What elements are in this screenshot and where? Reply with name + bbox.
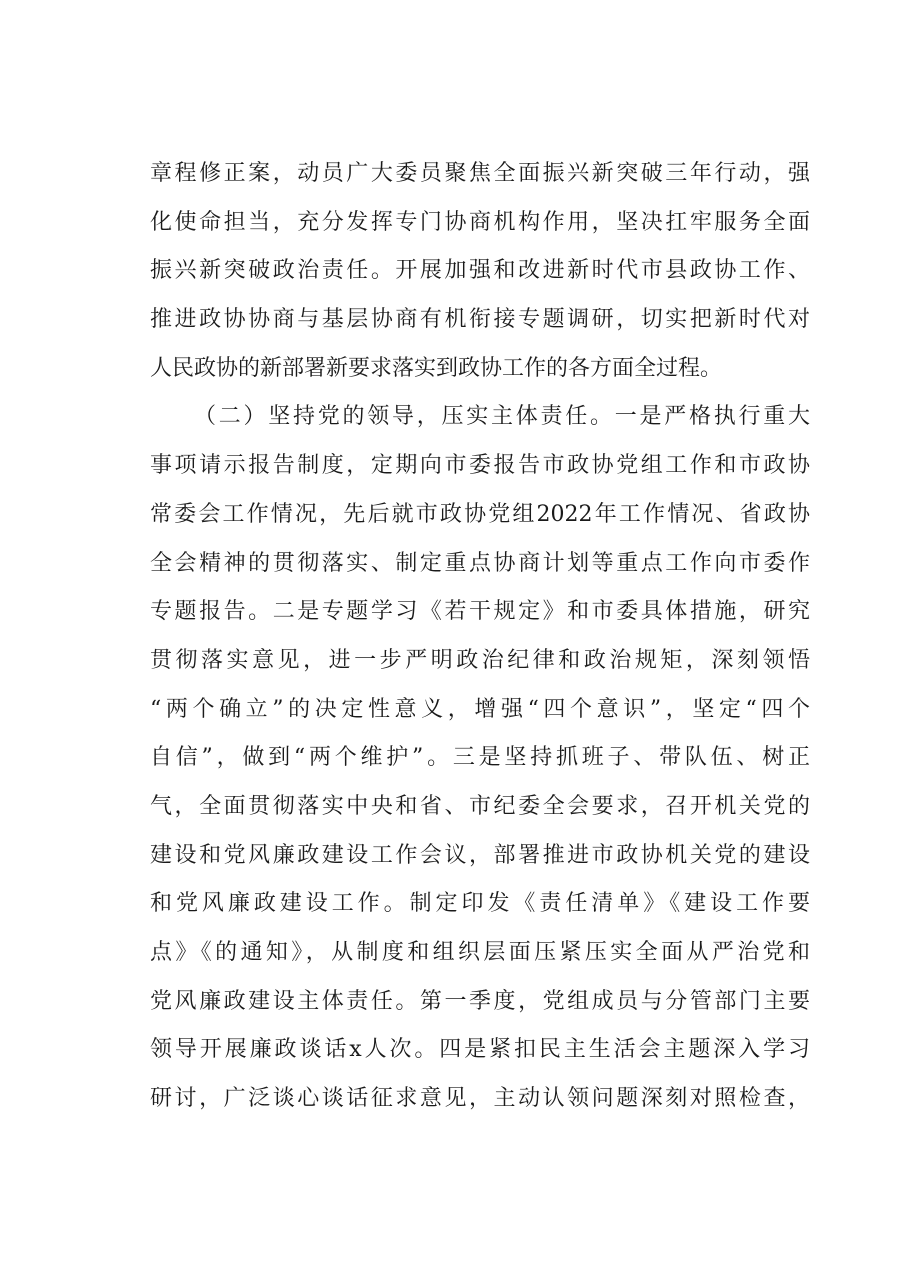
text-line: 领导开展廉政谈话x人次。四是紧扣民主生活会主题深入学习 bbox=[150, 1037, 810, 1063]
text-line: 推进政协协商与基层协商有机衔接专题调研，切实把新时代对 bbox=[150, 307, 810, 333]
text-line: 化使命担当，充分发挥专门协商机构作用，坚决扛牢服务全面 bbox=[150, 209, 810, 235]
paragraph-end-line: 人民政协的新部署新要求落实到政协工作的各方面全过程。 bbox=[150, 355, 723, 381]
text-line: 气，全面贯彻落实中央和省、市纪委全会要求，召开机关党的 bbox=[150, 793, 810, 819]
text-line: 全会精神的贯彻落实、制定重点协商计划等重点工作向市委作 bbox=[150, 550, 810, 576]
text-line: 自信”，做到“两个维护”。三是坚持抓班子、带队伍、树正 bbox=[150, 745, 810, 771]
text-line: 党风廉政建设主体责任。第一季度，党组成员与分管部门主要 bbox=[150, 988, 810, 1014]
text-line: 事项请示报告制度，定期向市委报告市政协党组工作和市政协 bbox=[150, 453, 810, 479]
text-line: 振兴新突破政治责任。开展加强和改进新时代市县政协工作、 bbox=[150, 258, 810, 284]
text-line: 章程修正案，动员广大委员聚焦全面振兴新突破三年行动，强 bbox=[150, 161, 810, 186]
paragraph-heading-line: （二）坚持党的领导，压实主体责任。一是严格执行重大 bbox=[194, 404, 810, 430]
text-line: 建设和党风廉政建设工作会议，部署推进市政协机关党的建设 bbox=[150, 842, 810, 868]
text-line: 专题报告。二是专题学习《若干规定》和市委具体措施，研究 bbox=[150, 599, 810, 625]
text-line: 贯彻落实意见，进一步严明政治纪律和政治规矩，深刻领悟 bbox=[150, 647, 810, 673]
text-line: 研讨，广泛谈心谈话征求意见，主动认领问题深刻对照检查， bbox=[150, 1086, 810, 1112]
body-text bbox=[150, 150, 810, 1124]
text-line: “两个确立”的决定性意义，增强“四个意识”，坚定“四个 bbox=[150, 696, 810, 722]
text-line: 常委会工作情况，先后就市政协党组2022年工作情况、省政协 bbox=[150, 501, 810, 527]
text-line: 点》《的通知》，从制度和组织层面压紧压实全面从严治党和 bbox=[150, 940, 810, 965]
text-line: 和党风廉政建设工作。制定印发《责任清单》《建设工作要 bbox=[150, 891, 810, 917]
